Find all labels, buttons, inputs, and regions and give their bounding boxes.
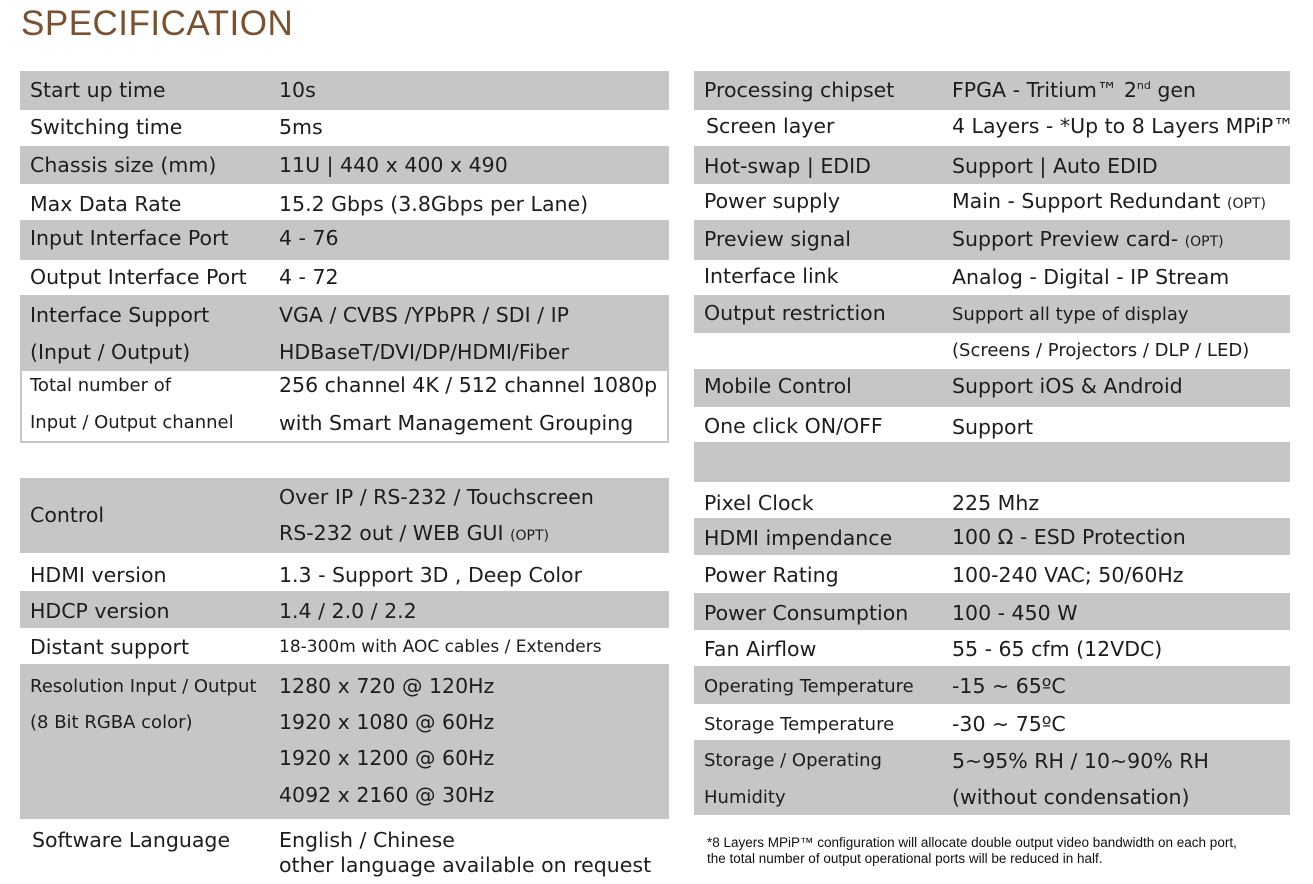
spec-label: Total number of	[30, 375, 172, 396]
spec-label: HDMI impendance	[704, 526, 893, 550]
spec-value: 100 Ω - ESD Protection	[952, 525, 1186, 549]
resolution-value: 4092 x 2160 @ 30Hz	[279, 783, 495, 807]
spec-row-input-interface-port	[20, 220, 669, 260]
spec-label: Distant support	[30, 635, 190, 659]
spec-value: Support iOS & Android	[952, 374, 1183, 398]
spec-value: 4 Layers - *Up to 8 Layers MPiP™	[952, 114, 1294, 138]
spec-row-processing-chipset	[694, 71, 1290, 110]
spec-row-output-restriction-cont	[694, 333, 1290, 369]
spec-value: 5ms	[279, 115, 323, 139]
spec-row-storage-temperature	[694, 704, 1290, 740]
spec-row-humidity	[694, 740, 1290, 815]
spec-row-pixel-clock	[694, 482, 1290, 518]
spec-label: Humidity	[704, 787, 786, 808]
spec-value: (Screens / Projectors / DLP / LED)	[952, 340, 1250, 361]
spec-label: Chassis size (mm)	[30, 153, 217, 177]
spec-row-hot-swap	[694, 146, 1290, 184]
opt-note: (OPT)	[510, 528, 550, 544]
spec-label: Operating Temperature	[704, 676, 914, 697]
footnote	[707, 835, 1237, 867]
spec-label: Power supply	[704, 189, 841, 213]
spec-row-preview-signal	[694, 220, 1290, 260]
spec-row-output-restriction	[694, 295, 1290, 333]
spec-value-text: RS-232 out / WEB GUI	[279, 521, 511, 545]
spec-label: Interface link	[704, 264, 839, 288]
spec-label: Control	[30, 503, 105, 527]
spec-value: Over IP / RS-232 / Touchscreen	[279, 485, 594, 509]
spec-label: Input Interface Port	[30, 226, 229, 250]
spec-value: 5~95% RH / 10~90% RH	[952, 749, 1209, 773]
spec-label: HDMI version	[30, 563, 167, 587]
spec-label: Input / Output channel	[30, 412, 234, 433]
resolution-value: 1920 x 1200 @ 60Hz	[279, 746, 495, 770]
opt-note: (OPT)	[1226, 196, 1266, 212]
spec-label: Storage Temperature	[704, 714, 895, 735]
spec-value-text: FPGA - Tritium™ 2	[952, 78, 1137, 102]
spec-value-text: gen	[1150, 78, 1196, 102]
spec-value: 55 - 65 cfm (12VDC)	[952, 637, 1163, 661]
spec-value: -15 ~ 65ºC	[952, 674, 1066, 698]
opt-note: (OPT)	[1184, 234, 1224, 250]
spec-value	[952, 189, 1266, 213]
spec-value: 11U | 440 x 400 x 490	[279, 153, 508, 177]
spec-label: Resolution Input / Output	[30, 676, 257, 697]
spec-value: VGA / CVBS /YPbPR / SDI / IP	[279, 303, 569, 327]
spec-label: Power Rating	[704, 563, 839, 587]
spec-row-switching-time	[20, 110, 669, 146]
spec-label: Storage / Operating	[704, 750, 882, 771]
spec-value: 1.3 - Support 3D , Deep Color	[279, 563, 583, 587]
spec-row-hdcp-version	[20, 591, 669, 628]
superscript: nd	[1136, 79, 1151, 92]
spec-table-left	[20, 71, 669, 879]
spec-value: 15.2 Gbps (3.8Gbps per Lane)	[279, 192, 589, 216]
spec-label: Output restriction	[704, 301, 886, 325]
section-spacer	[20, 443, 669, 478]
spec-row-one-click	[694, 407, 1290, 442]
spec-row-power-rating	[694, 555, 1290, 593]
spec-row-start-up-time	[20, 71, 669, 110]
spec-value: 100-240 VAC; 50/60Hz	[952, 563, 1184, 587]
spec-value: Support all type of display	[952, 304, 1189, 325]
spec-value: 18-300m with AOC cables / Extenders	[279, 637, 602, 657]
spec-row-max-data-rate	[20, 184, 669, 220]
spec-row-total-channels	[20, 369, 669, 443]
spec-label: One click ON/OFF	[704, 414, 883, 438]
spec-value-text: Main - Support Redundant	[952, 189, 1227, 213]
footnote-line: *8 Layers MPiP™ configuration will allocate double output video bandwidth on each port,	[707, 835, 1237, 850]
spec-label: Screen layer	[706, 114, 835, 138]
spec-value: (without condensation)	[952, 785, 1190, 809]
spec-label: Preview signal	[704, 227, 851, 251]
spec-value: 4 - 76	[279, 226, 339, 250]
spec-label: Software Language	[32, 828, 231, 852]
spec-value: 225 Mhz	[952, 491, 1040, 515]
spec-table-right	[694, 71, 1294, 815]
spec-row-operating-temperature	[694, 666, 1290, 704]
spec-label: Switching time	[30, 115, 183, 139]
spec-row-blank	[694, 442, 1290, 482]
spec-row-interface-support	[20, 295, 669, 369]
spec-value	[279, 521, 549, 545]
resolution-value: 1280 x 720 @ 120Hz	[279, 674, 495, 698]
spec-value: other language available on request	[279, 853, 652, 877]
spec-row-power-supply	[694, 184, 1290, 220]
footnote-line: the total number of output operational ports will be reduced in half.	[707, 851, 1103, 866]
spec-value: 256 channel 4K / 512 channel 1080p	[279, 373, 658, 397]
spec-row-distant-support	[20, 628, 669, 664]
spec-value: Support | Auto EDID	[952, 154, 1158, 178]
spec-row-screen-layer	[694, 110, 1294, 146]
spec-label: Mobile Control	[704, 374, 852, 398]
spec-label: Interface Support	[30, 303, 210, 327]
spec-value: English / Chinese	[279, 828, 455, 852]
spec-row-chassis-size	[20, 146, 669, 184]
spec-label: Output Interface Port	[30, 265, 247, 289]
spec-row-interface-link	[694, 260, 1290, 295]
spec-value: HDBaseT/DVI/DP/HDMI/Fiber	[279, 340, 569, 364]
page-title: SPECIFICATION	[21, 4, 294, 43]
spec-row-resolution	[20, 664, 669, 819]
spec-label: (Input / Output)	[30, 340, 191, 364]
spec-row-control	[20, 478, 669, 553]
spec-value: Support	[952, 415, 1034, 439]
spec-label: (8 Bit RGBA color)	[30, 712, 193, 733]
spec-value: 1.4 / 2.0 / 2.2	[279, 599, 417, 623]
spec-value	[952, 78, 1196, 102]
spec-row-software-language	[20, 819, 669, 879]
spec-value: 10s	[279, 78, 316, 102]
spec-label: Power Consumption	[704, 601, 909, 625]
spec-label: Hot-swap | EDID	[704, 154, 871, 178]
spec-value: 4 - 72	[279, 265, 339, 289]
spec-row-output-interface-port	[20, 260, 669, 295]
resolution-value: 1920 x 1080 @ 60Hz	[279, 710, 495, 734]
spec-row-fan-airflow	[694, 630, 1290, 666]
spec-row-hdmi-version	[20, 553, 669, 591]
spec-value: with Smart Management Grouping	[279, 411, 634, 435]
spec-value-text: Support Preview card-	[952, 227, 1185, 251]
spec-row-mobile-control	[694, 369, 1290, 407]
spec-value	[952, 227, 1224, 251]
spec-row-hdmi-impedance	[694, 518, 1290, 555]
spec-label: Start up time	[30, 78, 166, 102]
spec-row-power-consumption	[694, 593, 1290, 630]
spec-label: Processing chipset	[704, 78, 895, 102]
spec-value: -30 ~ 75ºC	[952, 712, 1066, 736]
spec-value: Analog - Digital - IP Stream	[952, 265, 1230, 289]
spec-label: HDCP version	[30, 599, 170, 623]
spec-label: Fan Airflow	[704, 637, 817, 661]
spec-value: 100 - 450 W	[952, 601, 1078, 625]
spec-label: Pixel Clock	[704, 491, 814, 515]
spec-label: Max Data Rate	[30, 192, 182, 216]
